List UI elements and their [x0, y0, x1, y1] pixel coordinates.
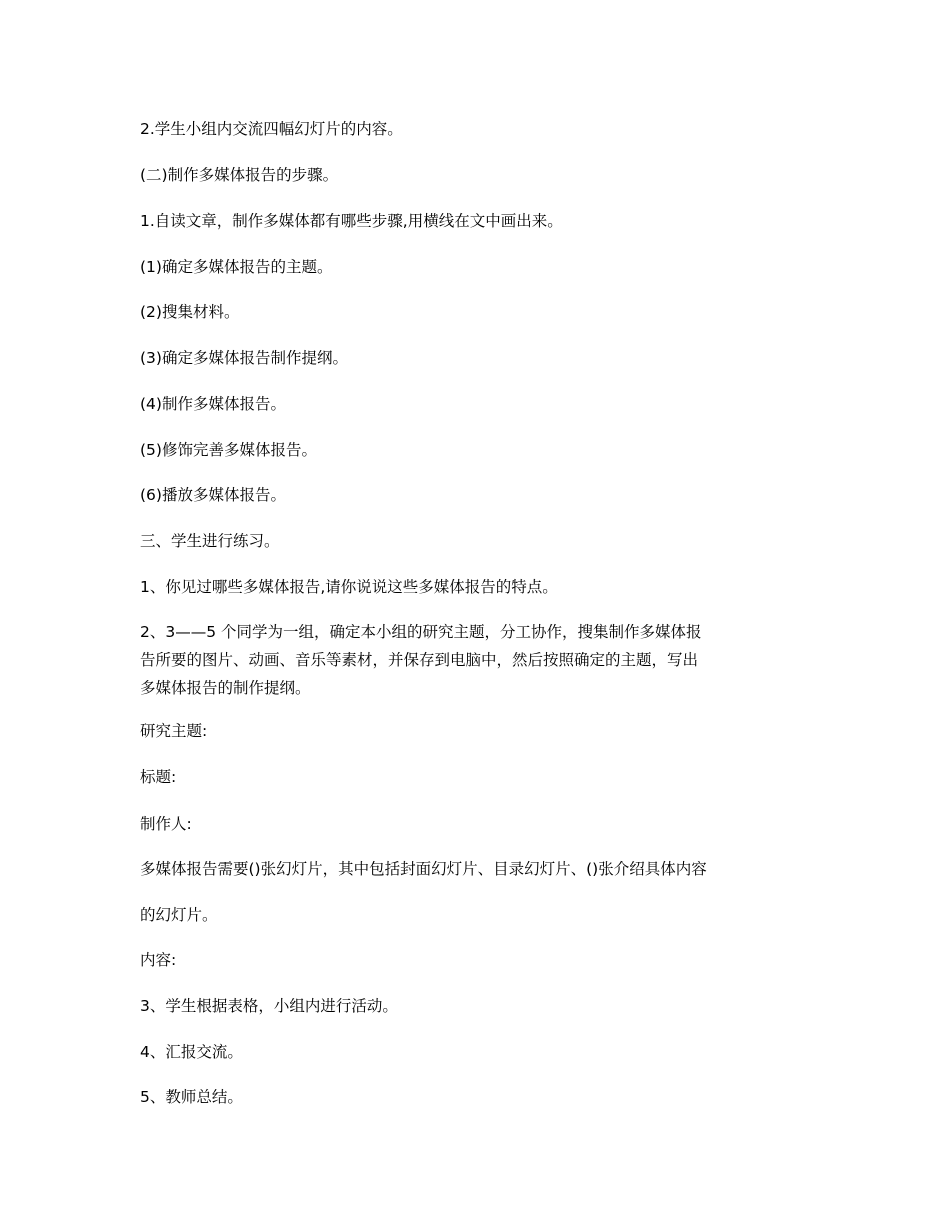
- text-line: 1、你见过哪些多媒体报告,请你说说这些多媒体报告的特点。: [140, 578, 558, 596]
- text-line: 多媒体报告的制作提纲。: [140, 679, 311, 697]
- step-item: (2)搜集材料。: [140, 303, 240, 321]
- step-item: (3)确定多媒体报告制作提纲。: [140, 349, 348, 367]
- step-item: (6)播放多媒体报告。: [140, 486, 286, 504]
- step-item: (5)修饰完善多媒体报告。: [140, 441, 317, 459]
- text-line: 告所要的图片、动画、音乐等素材，并保存到电脑中，然后按照确定的主题，写出: [140, 651, 699, 669]
- text-line: 的幻灯片。: [140, 906, 218, 924]
- form-label: 制作人:: [140, 815, 192, 833]
- text-line: 1.自读文章，制作多媒体都有哪些步骤,用横线在文中画出来。: [140, 212, 563, 230]
- form-label: 内容:: [140, 951, 177, 969]
- text-line: 2.学生小组内交流四幅幻灯片的内容。: [140, 120, 403, 138]
- section-heading: 三、学生进行练习。: [140, 532, 280, 550]
- text-line: 多媒体报告需要()张幻灯片，其中包括封面幻灯片、目录幻灯片、()张介绍具体内容: [140, 860, 707, 878]
- step-item: (4)制作多媒体报告。: [140, 395, 286, 413]
- form-label: 研究主题:: [140, 722, 208, 740]
- text-line: 4、汇报交流。: [140, 1043, 243, 1061]
- text-line: 5、教师总结。: [140, 1088, 243, 1106]
- text-line: 3、学生根据表格，小组内进行活动。: [140, 997, 398, 1015]
- step-item: (1)确定多媒体报告的主题。: [140, 258, 333, 276]
- section-heading: (二)制作多媒体报告的步骤。: [140, 166, 339, 184]
- text-line: 2、3——5 个同学为一组，确定本小组的研究主题，分工协作，搜集制作多媒体报: [140, 623, 702, 641]
- form-label: 标题:: [140, 768, 177, 786]
